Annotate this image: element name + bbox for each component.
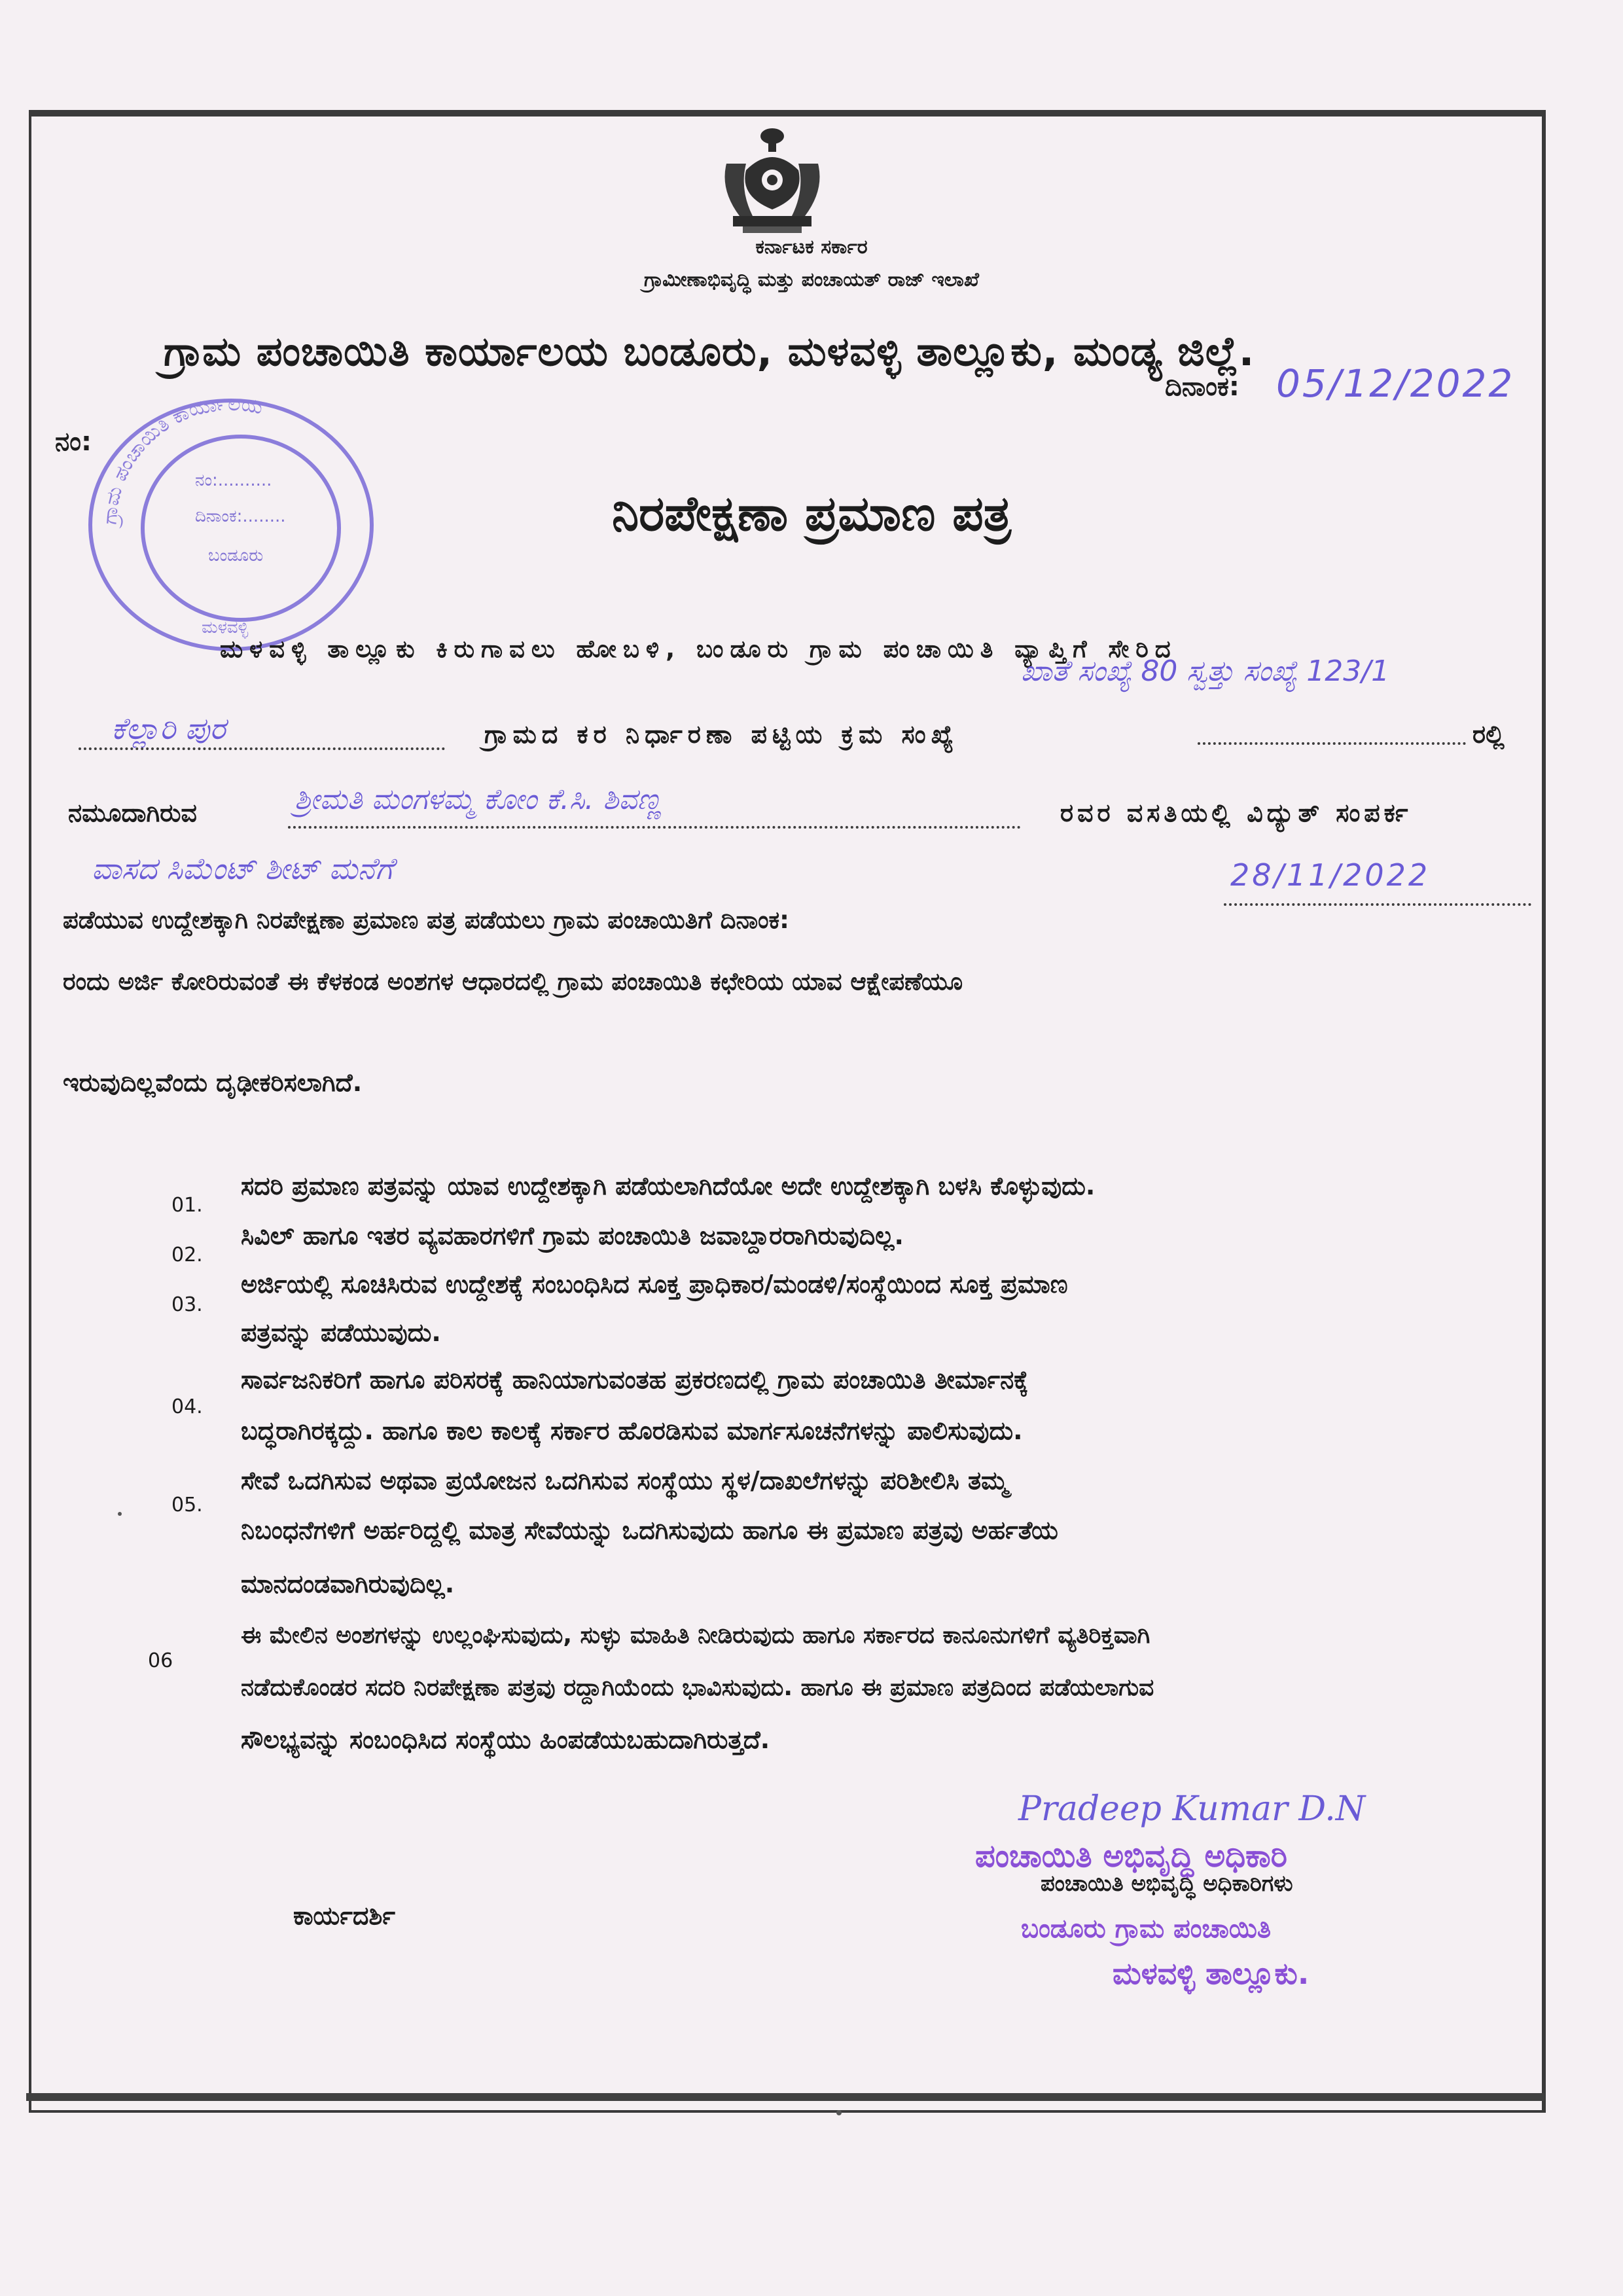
condition-text: ಪತ್ರವನ್ನು ಪಡೆಯುವುದು. — [241, 1318, 441, 1347]
taluk-stamp: ಮಳವಳ್ಳಿ ತಾಲ್ಲೂಕು. — [1113, 1956, 1310, 1991]
condition-text: ಸಾರ್ವಜನಿಕರಿಗೆ ಹಾಗೂ ಪರಿಸರಕ್ಕೆ ಹಾನಿಯಾಗುವಂತಹ ಪ್ರಕರಣದಲ್ಲಿ ಗ್ರಾಮ ಪಂಚಾಯಿತಿ ತೀರ್ಮಾನಕ್ಕೆ — [241, 1365, 1029, 1394]
condition-text: ಮಾನದಂಡವಾಗಿರುವುದಿಲ್ಲ. — [241, 1570, 455, 1598]
owner-blank — [288, 826, 1021, 829]
condition-number: 03. — [171, 1293, 203, 1316]
condition-text: ಸೇವೆ ಒದಗಿಸುವ ಅಥವಾ ಪ್ರಯೋಜನ ಒದಗಿಸುವ ಸಂಸ್ಥೆಯು ಸ್ಥಳ/ದಾಖಲೆಗಳನ್ನು ಪರಿಶೀಲಿಸಿ ತಮ್ಮ — [241, 1466, 1008, 1495]
village-blank — [79, 747, 445, 750]
handwritten-owner: ಶ್ರೀಮತಿ ಮಂಗಳಮ್ಮ ಕೋಂ ಕೆ.ಸಿ. ಶಿವಣ್ಣ — [294, 783, 662, 816]
body-line-2: ಗ್ರಾಮದ ಕರ ನಿರ್ಧಾರಣಾ ಪಟ್ಟಿಯ ಕ್ರಮ ಸಂಖ್ಯೆ — [484, 720, 959, 749]
seal-date-line: ದಿನಾಂಕ:........ — [195, 507, 286, 526]
handwritten-application-date: 28/11/2022 — [1230, 857, 1431, 893]
secretary-label: ಕಾರ್ಯದರ್ಶಿ — [293, 1901, 395, 1930]
handwritten-village: ಕೆಲ್ಲಾರಿ ಪುರ — [111, 711, 226, 746]
condition-text: ಸಿವಿಲ್ ಹಾಗೂ ಇತರ ವ್ಯವಹಾರಗಳಿಗೆ ಗ್ರಾಮ ಪಂಚಾಯಿತಿ ಜವಾಬ್ದಾರರಾಗಿರುವುದಿಲ್ಲ. — [241, 1221, 904, 1250]
condition-text: ನಡೆದುಕೊಂಡರ ಸದರಿ ನಿರಪೇಕ್ಷಣಾ ಪತ್ರವು ರದ್ದಾಗಿಯೆಂದು ಭಾವಿಸುವುದು. ಹಾಗೂ ಈ ಪ್ರಮಾಣ ಪತ್ರದಿಂದ ಪಡೆಯಲಾಗುವ — [241, 1674, 1154, 1701]
body-line-4: ಪಡೆಯುವ ಉದ್ದೇಶಕ್ಕಾಗಿ ನಿರಪೇಕ್ಷಣಾ ಪ್ರಮಾಣ ಪತ್ರ ಪಡೆಯಲು ಗ್ರಾಮ ಪಂಚಾಯಿತಿಗೆ ದಿನಾಂಕ: — [63, 906, 789, 934]
condition-text: ಈ ಮೇಲಿನ ಅಂಶಗಳನ್ನು ಉಲ್ಲಂಘಿಸುವುದು, ಸುಳ್ಳು ಮಾಹಿತಿ ನೀಡಿರುವುದು ಹಾಗೂ ಸರ್ಕಾರದ ಕಾನೂನುಗಳಿಗೆ ವ್ಯತಿರಿಕ್ತವಾಗಿ — [241, 1622, 1150, 1649]
condition-number: 05. — [171, 1494, 203, 1516]
body-line-3-prefix: ನಮೂದಾಗಿರುವ — [68, 798, 197, 827]
condition-text: ಅರ್ಜಿಯಲ್ಲಿ ಸೂಚಿಸಿರುವ ಉದ್ದೇಶಕ್ಕೆ ಸಂಬಂಧಿಸಿದ ಸೂಕ್ತ ಪ್ರಾಧಿಕಾರ/ಮಂಡಳಿ/ಸಂಸ್ಥೆಯಿಂದ ಸೂಕ್ತ ಪ್ರಮಾಣ — [241, 1270, 1068, 1299]
department-name: ಗ್ರಾಮೀಣಾಭಿವೃದ್ಧಿ ಮತ್ತು ಪಂಚಾಯತ್ ರಾಜ್ ಇಲಾಖೆ — [644, 268, 979, 291]
body-line-1: ಮಳವಳ್ಳಿ ತಾಲ್ಲೂಕು ಕಿರುಗಾವಲು ಹೋಬಳಿ, ಬಂಡೂರು ಗ್ರಾಮ ಪಂಚಾಯಿತಿ ವ್ಯಾಪ್ತಿಗೆ ಸೇರಿದ — [220, 635, 1177, 663]
body-line-3: ರವರ ವಸತಿಯಲ್ಲಿ ವಿದ್ಯುತ್ ಸಂಪರ್ಕ — [1060, 798, 1412, 827]
handwritten-purpose: ವಾಸದ ಸಿಮೆಂಟ್ ಶೀಟ್ ಮನೆಗೆ — [92, 851, 393, 886]
condition-text: ಸೌಲಭ್ಯವನ್ನು ಸಂಬಂಧಿಸಿದ ಸಂಸ್ಥೆಯು ಹಿಂಪಡೆಯಬಹುದಾಗಿರುತ್ತದೆ. — [241, 1725, 770, 1754]
office-heading: ಗ್ರಾಮ ಪಂಚಾಯಿತಿ ಕಾರ್ಯಾಲಯ ಬಂಡೂರು, ಮಳವಳ್ಳಿ ತಾಲ್ಲೂಕು, ಮಂಡ್ಯ ಜಿಲ್ಲೆ. — [164, 327, 1255, 375]
bottom-rule — [26, 2093, 1544, 2101]
serial-blank — [1198, 742, 1466, 745]
condition-number: 04. — [171, 1395, 203, 1418]
condition-text: ಸದರಿ ಪ್ರಮಾಣ ಪತ್ರವನ್ನು ಯಾವ ಉದ್ದೇಶಕ್ಕಾಗಿ ಪಡೆಯಲಾಗಿದೆಯೋ ಅದೇ ಉದ್ದೇಶಕ್ಕಾಗಿ ಬಳಸಿ ಕೊಳ್ಳುವುದು. — [241, 1172, 1096, 1200]
document-title: ನಿರಪೇಕ್ಷಣಾ ಪ್ರಮಾಣ ಪತ್ರ — [611, 486, 1012, 542]
state-emblem-icon — [707, 124, 838, 236]
panchayat-stamp: ಬಂಡೂರು ಗ್ರಾಮ ಪಂಚಾಯಿತಿ — [1021, 1914, 1272, 1944]
application-date-blank — [1224, 903, 1531, 906]
date-value: 05/12/2022 — [1276, 361, 1515, 406]
pdo-stamp: ಪಂಚಾಯಿತಿ ಅಭಿವೃದ್ಧಿ ಅಧಿಕಾರಿ — [975, 1838, 1287, 1874]
scan-speck — [118, 1512, 122, 1516]
body-line-2-suffix: ರಲ್ಲಿ — [1472, 720, 1505, 749]
condition-text: ನಿಬಂಧನೆಗಳಿಗೆ ಅರ್ಹರಿದ್ದಲ್ಲಿ ಮಾತ್ರ ಸೇವೆಯನ್ನು ಒದಗಿಸುವುದು ಹಾಗೂ ಈ ಪ್ರಮಾಣ ಪತ್ರವು ಅರ್ಹತೆಯ — [241, 1516, 1058, 1545]
body-line-6: ಇರುವುದಿಲ್ಲವೆಂದು ದೃಢೀಕರಿಸಲಾಗಿದೆ. — [63, 1068, 363, 1097]
pdo-designation: ಪಂಚಾಯಿತಿ ಅಭಿವೃದ್ಧಿ ಅಧಿಕಾರಿಗಳು — [1041, 1871, 1293, 1897]
reference-label: ನಂ: — [55, 427, 92, 457]
seal-village: ಬಂಡೂರು — [208, 546, 264, 565]
condition-text: ಬದ್ಧರಾಗಿರಕ್ಕದ್ದು. ಹಾಗೂ ಕಾಲ ಕಾಲಕ್ಕೆ ಸರ್ಕಾರ ಹೊರಡಿಸುವ ಮಾರ್ಗಸೂಚನೆಗಳನ್ನು ಪಾಲಿಸುವುದು. — [241, 1416, 1023, 1445]
seal-bottom-text: ಮಳವಳ್ಳಿ — [202, 618, 249, 637]
condition-number: 01. — [171, 1194, 203, 1217]
government-name: ಕರ್ನಾಟಕ ಸರ್ಕಾರ — [755, 236, 868, 259]
seal-ref-line: ನಂ:.......... — [195, 471, 272, 490]
handwritten-khata: ಖಾತೆ ಸಂಖ್ಯೆ 80 ಸ್ವತ್ತು ಸಂಖ್ಯೆ 123/1 — [1021, 655, 1390, 688]
seal-outer-text: ಗ್ರಾಮ ಪಂಚಾಯಿತಿ ಕಾರ್ಯಾಲಯ — [98, 391, 264, 526]
officer-signature: Pradeep Kumar D.N — [1018, 1789, 1366, 1829]
condition-number: 02. — [171, 1244, 203, 1266]
condition-number: 06 — [148, 1649, 173, 1672]
body-line-5: ರಂದು ಅರ್ಜಿ ಕೋರಿರುವಂತೆ ಈ ಕೆಳಕಂಡ ಅಂಶಗಳ ಆಧಾರದಲ್ಲಿ ಗ್ರಾಮ ಪಂಚಾಯಿತಿ ಕಛೇರಿಯ ಯಾವ ಆಕ್ಷೇಪಣೆಯೂ — [63, 967, 963, 996]
date-label: ದಿನಾಂಕ: — [1165, 372, 1240, 402]
scan-speck — [836, 2110, 842, 2115]
